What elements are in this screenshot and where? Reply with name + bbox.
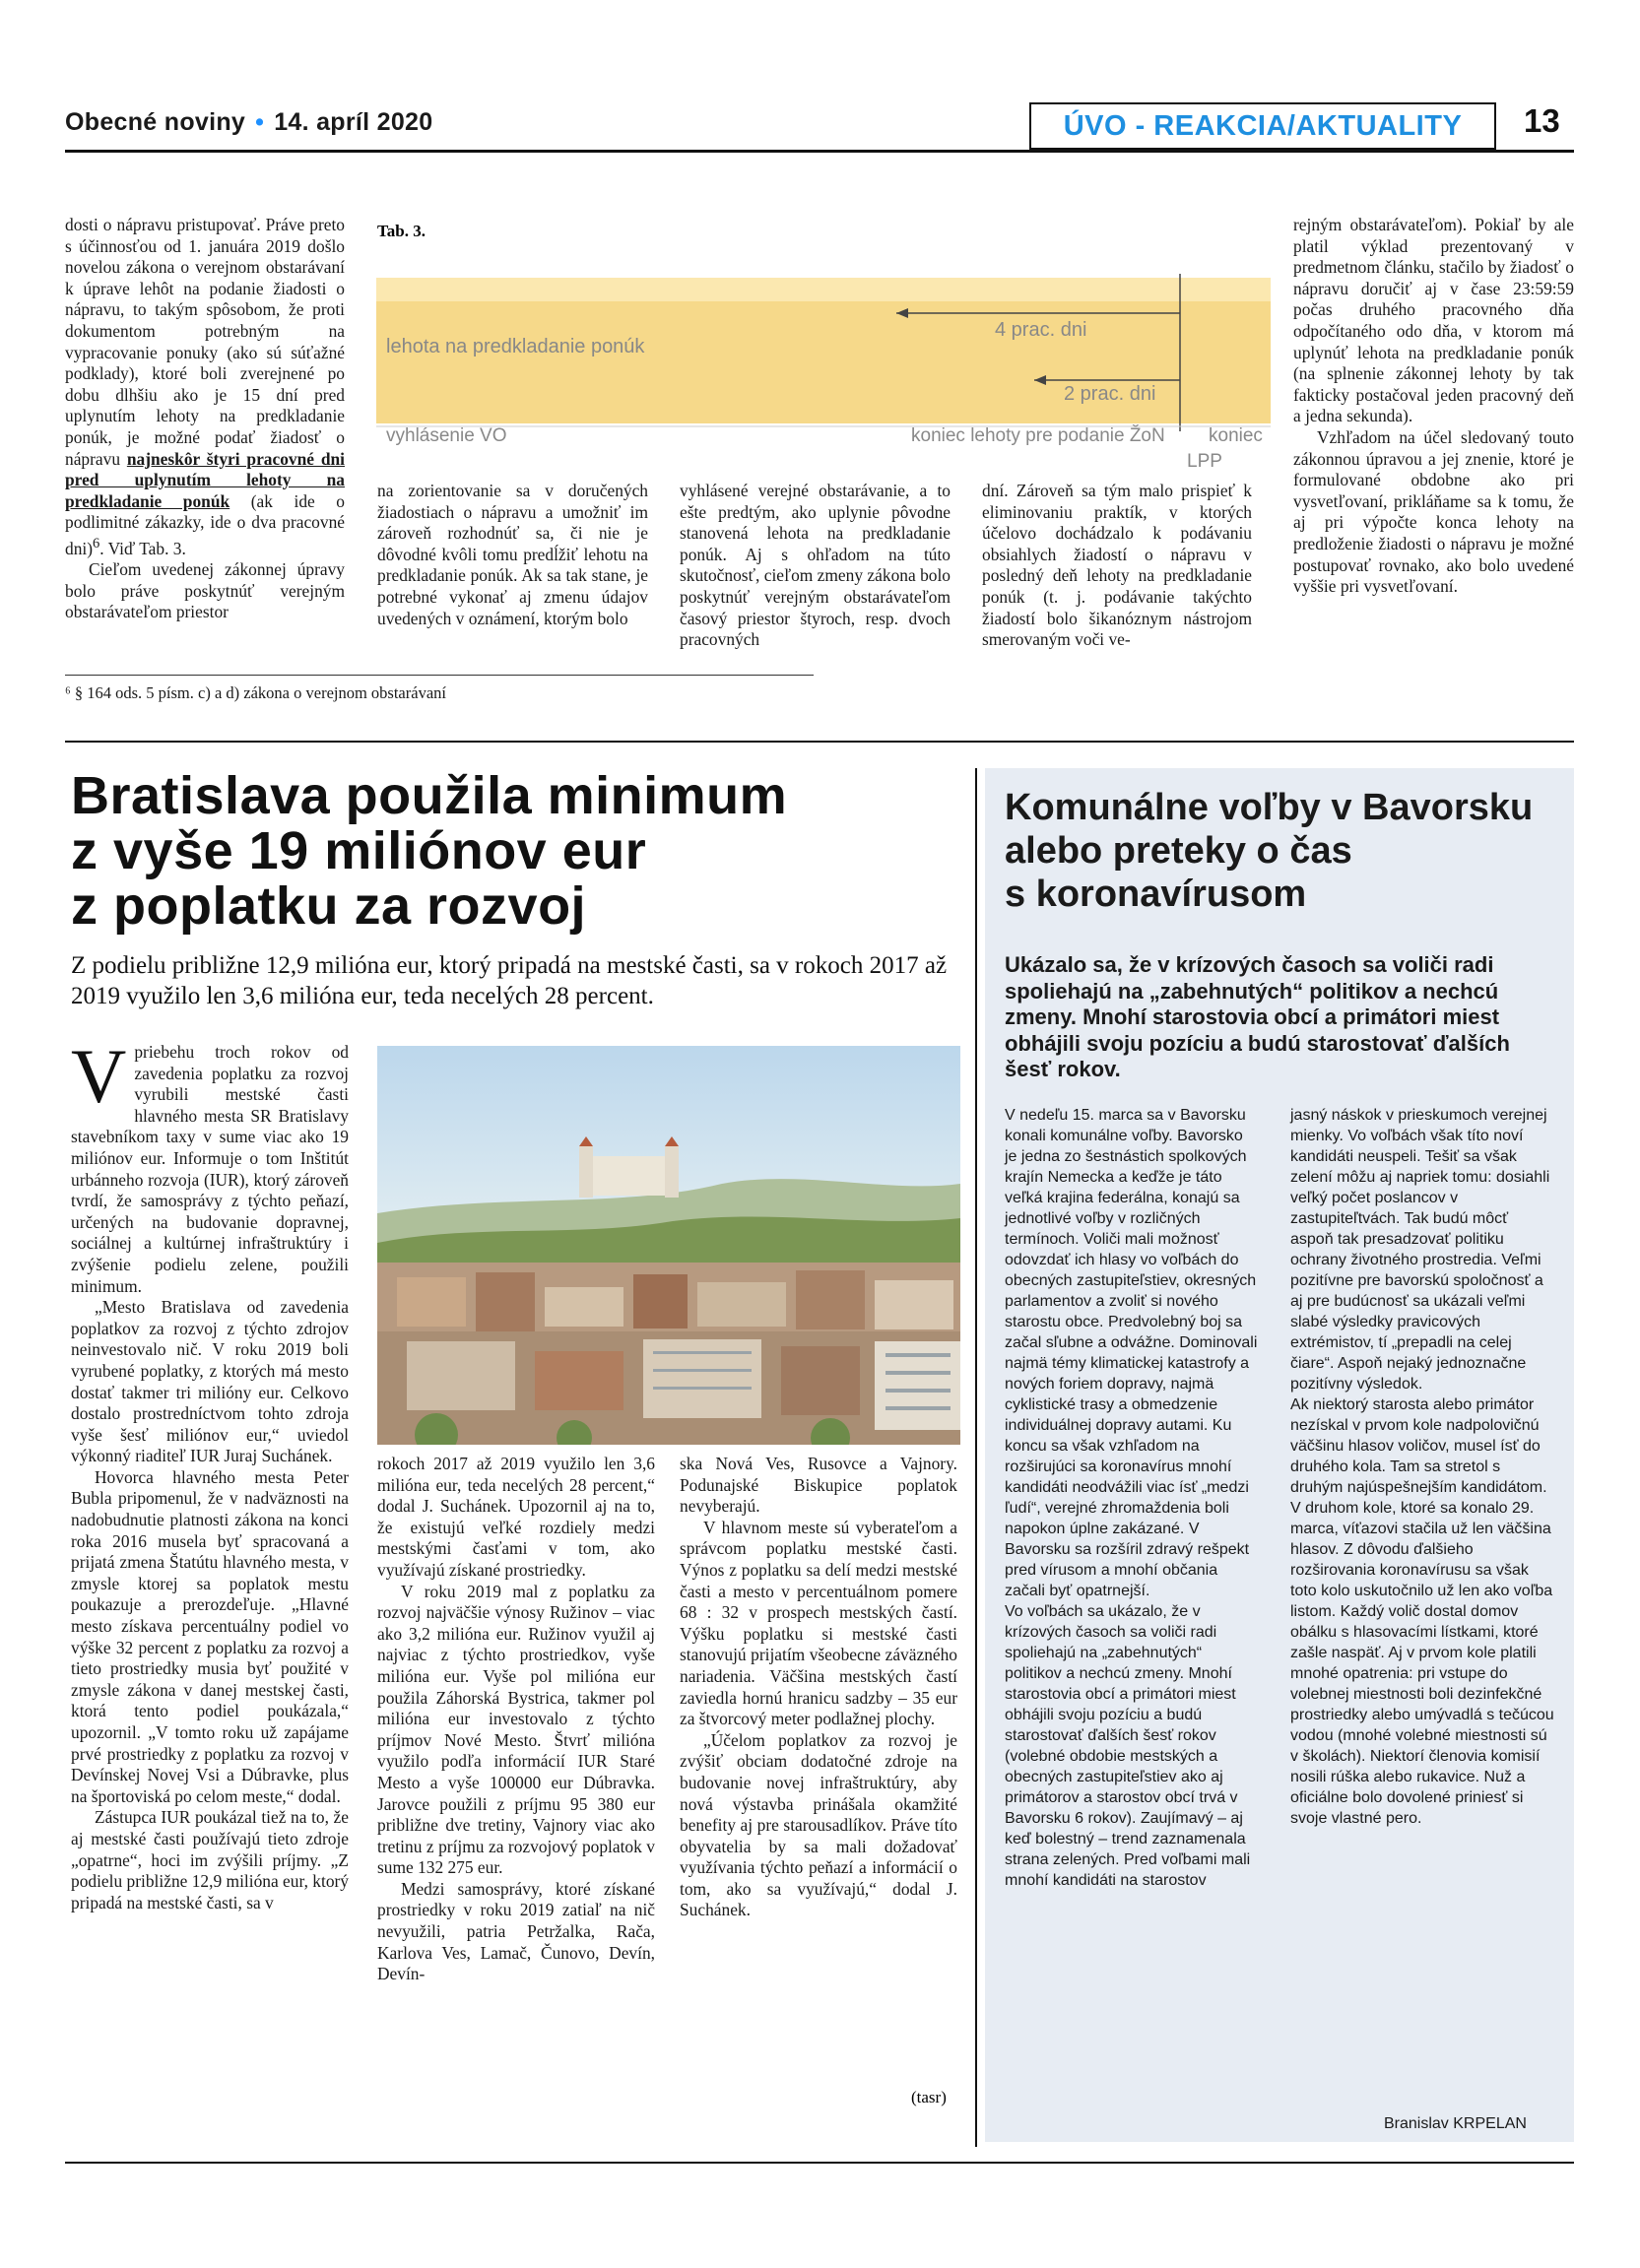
- top-article-col-5: [1293, 215, 1574, 598]
- sidebar-col-1: [1005, 1105, 1259, 1891]
- publication-name: Obecné noviny: [65, 108, 246, 136]
- top-article-col-2: [377, 481, 648, 629]
- paragraph: vyhlásené verejné obstarávanie, a to ešte predtým, ako uplynie pôvodne stanovená lehota na predkladanie ponúk. Aj s ohľadom na túto skutočnosť, cieľom zmeny zákona bolo poskytnúť verejným obstarávateľom časový priestor štyroch, resp. dvoch pracovných: [680, 481, 951, 650]
- masthead: [65, 108, 432, 137]
- emphasis-text: najneskôr štyri pracovné dni pred uplynutím lehoty na predkladanie ponúk: [65, 448, 345, 511]
- headline-line: z vyše 19 miliónov eur: [71, 821, 647, 880]
- bratislava-city-photo: [377, 1046, 960, 1445]
- paragraph: Ak niektorý starosta alebo primátor nezískal v prvom kole nadpolovičnú väčšinu hlasov voličov, musel ísť do druhého kola. Tam sa stretol s druhým najúspešnejším kandidátom. V druhom kole, ktoré sa konalo 29. marca, víťazovi stačila už len väčšina hlasov. Z dôvodu ďalšieho rozširovania koronavírusu sa však toto kolo uskutočnilo už len ako voľba listom. Každý volič dostal domov obálku s hlasovacími lístkami, ktoré zašle naspäť. Aj v prvom kole platili mnohé opatrenia: pri vstupe do volebnej miestnosti boli dezinfekčné prostriedky alebo umývadlá s tečúcou vodou (mnohé volebné miestnosti sú v školách). Niektorí členovia komisií nosili rúška alebo rukavice. Nuž a oficiálne bolo dovolené priniesť si svoje vlastné pero.: [1290, 1396, 1554, 1827]
- footnote-rule: [65, 675, 814, 676]
- paragraph: „Mesto Bratislava od zavedenia poplatkov za rozvoj z týchto zdrojov neinvestovalo nič. V roku 2019 boli vyrubené poplatky, z ktorých má mesto dostať takmer tri milióny eur. Celkovo dostalo prostredníctvom tohto zdroja vyše šesť miliónov eur,“ uviedol výkonný riaditeľ IUR Juraj Suchánek.: [71, 1297, 349, 1466]
- deadline-diagram: [364, 244, 1290, 476]
- main-lead: Z podielu približne 12,9 milióna eur, ktorý pripadá na mestské časti, sa v rokoch 2017 až 2019 využilo len 3,6 milióna eur, teda necelých 28 percent.: [71, 952, 948, 1009]
- paragraph: Cieľom uvedenej zákonnej úpravy bolo práve poskytnúť verejným obstarávateľom priestor: [65, 559, 345, 622]
- issue-date: 14. apríl 2020: [274, 108, 433, 136]
- top-article-col-3: [680, 481, 951, 651]
- sidebar-headline: [1005, 786, 1566, 916]
- top-article-col-4: [982, 481, 1252, 651]
- page-number: 13: [1524, 102, 1560, 139]
- main-article-col-1: [71, 1033, 349, 1913]
- top-article-col-1: [65, 215, 345, 623]
- text-run: . Viď Tab. 3.: [99, 538, 186, 558]
- arrow-2-label: 2 prac. dni: [1064, 383, 1156, 405]
- arrow-4-label: 4 prac. dni: [995, 319, 1087, 341]
- footnote-ref: 6: [93, 535, 100, 551]
- label-end: koniec: [1209, 425, 1263, 446]
- bottom-rule: [65, 2162, 1574, 2164]
- column-divider: [975, 768, 977, 2147]
- label-zon: koniec lehoty pre podanie ŽoN: [911, 425, 1165, 446]
- paragraph: Hovorca hlavného mesta Peter Bubla pripomenul, že v nadväznosti na nadobudnutie platnosti zákona na konci roka 2016 musela byť spracovaná a prijatá zmena Štatútu hlavného mesta, v zmysle ktorej sa poplatok mestu poukazuje a prerozdeľuje. „Hlavné mesto získava percentuálny podiel vo výške 32 percent z poplatku za rozvoj a tieto prostriedky musia byť použité v zmysle zákona v danej mestskej časti, ktorá tento podiel poukázala,“ upozornil. „V tomto roku už zapájame prvé prostriedky z poplatku za rozvoj v Devínskej Novej Vsi a Dúbravke, plus na športoviská po celom meste,“ dodal.: [71, 1466, 349, 1806]
- label-end-lpp: LPP: [1187, 451, 1222, 472]
- text-run: dosti o nápravu pristupovať. Práve preto s účinnosťou od 1. januára 2019 došlo novelou zákona o verejnom obstarávaní k úprave lehôt na podanie žiadosti o nápravu, to takým spôsobom, že proti dokumentom potrebným na vypracovanie ponuky (ako sú súťažné podklady), ktoré boli zverejnené po dobu dlhšiu ako je 15 dní pred uplynutím lehoty na predkladanie ponúk, je možné podať žiadosť o nápravu: [65, 215, 345, 469]
- headline-line: Bratislava použila minimum: [71, 766, 788, 825]
- label-start: vyhlásenie VO: [386, 425, 507, 446]
- paragraph: V hlavnom meste sú vyberateľom a správcom poplatku mestské časti. Výnos z poplatku sa delí medzi mestské časti a mesto v percentuálnom pomere 68 : 32 v prospech mestských častí. Výšku poplatku si mestské časti stanovujú prijatím všeobecne záväzného nariadenia. Väčšina mestských častí zaviedla hornú hranicu sadzby – 35 eur za štvorcový meter podlažnej plochy.: [680, 1517, 957, 1729]
- paragraph: [71, 1033, 349, 1297]
- table-title: Tab. 3.: [377, 222, 426, 240]
- sidebar-col-2: [1290, 1105, 1554, 1829]
- text-run: (ak ide o podlimitné zákazky, ide o dva pracovné dni): [65, 490, 345, 558]
- main-article-col-2: [377, 1454, 655, 1985]
- sidebar-lead: Ukázalo sa, že v krízových časoch sa voliči radi spoliehajú na „zabehnutých“ politikov a nechcú zmeny. Mnohí starostovia obcí a primátori miest obhájili svoju pozíciu a budú starostovať ďalších šesť rokov.: [1005, 952, 1510, 1081]
- section-divider: [65, 741, 1574, 743]
- paragraph: Vzhľadom na účel sledovaný touto zákonnou úpravou a jej znenie, ktoré je formulované obdobne ako pri vysvetľovaní, prikláňame sa k tomu, že aj pri výpočte konca lehoty na predloženie žiadosti o nápravu je možné postupovať rovnako, ako bolo uvedené vyššie pri vysvetľovaní.: [1293, 426, 1574, 597]
- paragraph: V nedeľu 15. marca sa v Bavorsku konali komunálne voľby. Bavorsko je jedna zo šestnástich spolkových krajín Nemecka a keďže je táto veľká krajina federálna, konajú sa jednotlivé voľby v rozličných termínoch. Voliči mali možnosť odovzdať ich hlasy vo voľbách do obecných zastupiteľstiev, okresných parlamentov a zvoliť si nového starostu obce. Predvolebný boj sa začal sľubne a odvážne. Dominovali najmä témy klimatickej katastrofy a nových foriem dopravy, najmä cyklistické trasy a obmedzenie individuálnej dopravy autami. Ku koncu sa však vzhľadom na rozširujúci sa koronavírus mnohí kandidáti neodvážili viac ísť „medzi ľudí“, verejné zhromaždenia boli napokon úplne zakázané. V Bavorsku sa rozšíril zdravý rešpekt pred vírusom a mnohí občania začali byť opatrnejší.: [1005, 1107, 1258, 1599]
- paragraph: dní. Zároveň sa tým malo prispieť k eliminovaniu praktík, v ktorých účelovo dochádzalo k podávaniu obsiahlych žiadostí o nápravu v posledný deň lehoty na predkladanie ponúk (t. j. podávanie takýchto žiadostí bolo šikanóznym nástrojom smerovaným voči ve-: [982, 481, 1252, 650]
- paragraph: jasný náskok v prieskumoch verejnej mienky. Vo voľbách však títo noví kandidáti neuspeli. Tešiť sa však zelení môžu aj napriek tomu: dosiahli veľký počet poslancov v zastupiteľtvách. Tak budú môcť aspoň tak presadzovať politiku ochrany životného prostredia. Veľmi pozitívne pre bavorskú spoločnosť a aj pre budúcnosť sa ukázali veľmi slabé výsledky pravicových extrémistov, tí „prepadli na celej čiare“. Aspoň nejaký jednoznačne pozitívny výsledok.: [1290, 1107, 1550, 1393]
- footnote: ⁶ § 164 ods. 5 písm. c) a d) zákona o verejnom obstarávaní: [65, 683, 446, 702]
- paragraph: rokoch 2017 až 2019 využilo len 3,6 milióna eur, teda necelých 28 percent,“ dodal J. Suchánek. Upozornil aj na to, že existujú veľké rozdiely medzi mestskými časťami v tom, ako využívajú získané prostriedky.: [377, 1454, 655, 1580]
- headline-line: s koronavírusom: [1005, 874, 1307, 915]
- headline-line: Komunálne voľby v Bavorsku: [1005, 787, 1534, 828]
- section-label: ÚVO - REAKCIA/AKTUALITY: [1029, 102, 1496, 150]
- paragraph: rejným obstarávateľom). Pokiaľ by ale platil výklad prezentovaný v predmetnom článku, stačilo by žiadosť o nápravu doručiť aj v čase 23:59:59 počas druhého pracovného dňa odpočítaného odo dňa, v ktorom má uplynúť lehota na predkladanie ponúk (na splnenie zákonnej lehoty by tak fakticky postačoval jeden pracovný deň a jedna sekunda).: [1293, 215, 1574, 426]
- band-label: lehota na predkladanie ponúk: [386, 336, 645, 357]
- paragraph: [65, 215, 345, 559]
- paragraph: Vo voľbách sa ukázalo, že v krízových časoch sa voliči radi spoliehajú na „zabehnutých“ politikov a nechcú zmeny. Mnohí starostovia obcí a primátori miest obhájili svoju pozíciu a budú starostovať ďalších šesť rokov (volebné obdobie mestských a obecných zastupiteľstiev ako aj primátorov a starostov obcí trvá v Bavorsku 6 rokov). Zaujímavý – aj keď bolestný – trend zaznamenala strana zelených. Pred voľbami mali mnohí kandidáti na starostov: [1005, 1603, 1251, 1889]
- main-headline: [71, 768, 957, 934]
- author-byline: Branislav KRPELAN: [1384, 2115, 1527, 2132]
- paragraph: na zorientovanie sa v doručených žiadostiach o nápravu a umožniť im zároveň rozhodnúť sa, či nie je dôvodné kvôli tomu predĺžiť lehotu na predkladanie ponúk. Ak sa tak stane, je potrebné vykonať aj zmenu údajov uvedených v oznámení, ktorým bolo: [377, 481, 648, 628]
- paragraph: V roku 2019 mal z poplatku za rozvoj najväčšie výnosy Ružinov – viac ako 3,2 milióna eur. Ružinov využil aj najviac z týchto prostriedkov, vyše milióna eur. Vyše pol milióna eur použila Záhorská Bystrica, takmer pol milióna eur investovalo z týchto príjmov Nové Mesto. Štvrť milióna využilo podľa informácií IUR Staré Mesto a vyše 100000 eur Dúbravka. Jarovce použili z príjmu 95 380 eur približne dve tretiny, Vajnory viac ako tretinu z príjmu za rozvojový poplatok v sume 132 275 eur.: [377, 1581, 655, 1878]
- main-article-col-3: [680, 1454, 957, 1921]
- paragraph: ska Nová Ves, Rusovce a Vajnory. Podunajské Biskupice poplatok nevyberajú.: [680, 1454, 957, 1517]
- drop-cap: V: [71, 1033, 127, 1119]
- headline-line: z poplatku za rozvoj: [71, 876, 587, 936]
- text-run: priebehu troch rokov od zavedenia poplatku za rozvoj vyrubili mestské časti hlavného mesta SR Bratislavy stavebníkom taxy v sume viac ako 19 miliónov eur. Informuje o tom Inštitút urbánneho rozvoja (IUR), ktorý zároveň tvrdí, že samosprávy z týchto peňazí, určených na budovanie dopravnej, sociálnej a kultúrnej infraštruktúry i zvýšenie podielu zelene, použili minimum.: [71, 1042, 349, 1296]
- paragraph: „Účelom poplatkov za rozvoj je zvýšiť obciam dodatočné zdroje na budovanie novej infraštruktúry, aby nová výstavba prinášala okamžité benefity aj pre starousadlíkov. Práve títo obyvatelia by sa mali dožadovať využívania týchto peňazí a informácií o tom, ako sa využívajú,“ dodal J. Suchánek.: [680, 1729, 957, 1920]
- header-rule: [65, 150, 1574, 153]
- headline-line: alebo preteky o čas: [1005, 830, 1352, 872]
- bullet: •: [255, 108, 265, 136]
- paragraph: Zástupca IUR poukázal tiež na to, že aj mestské časti používajú tieto zdroje „opatrne“, hoci im zvýšili príjmy. „Z podielu približne 12,9 milióna eur, ktorý pripadá na mestské časti, sa v: [71, 1807, 349, 1912]
- source-credit: (tasr): [911, 2088, 947, 2106]
- deadline-band-top: [376, 278, 1271, 301]
- paragraph: Medzi samosprávy, ktoré získané prostriedky v roku 2019 zatiaľ na nič nevyužili, patria Petržalka, Rača, Karlova Ves, Lamač, Čunovo, Devín, Devín-: [377, 1878, 655, 1984]
